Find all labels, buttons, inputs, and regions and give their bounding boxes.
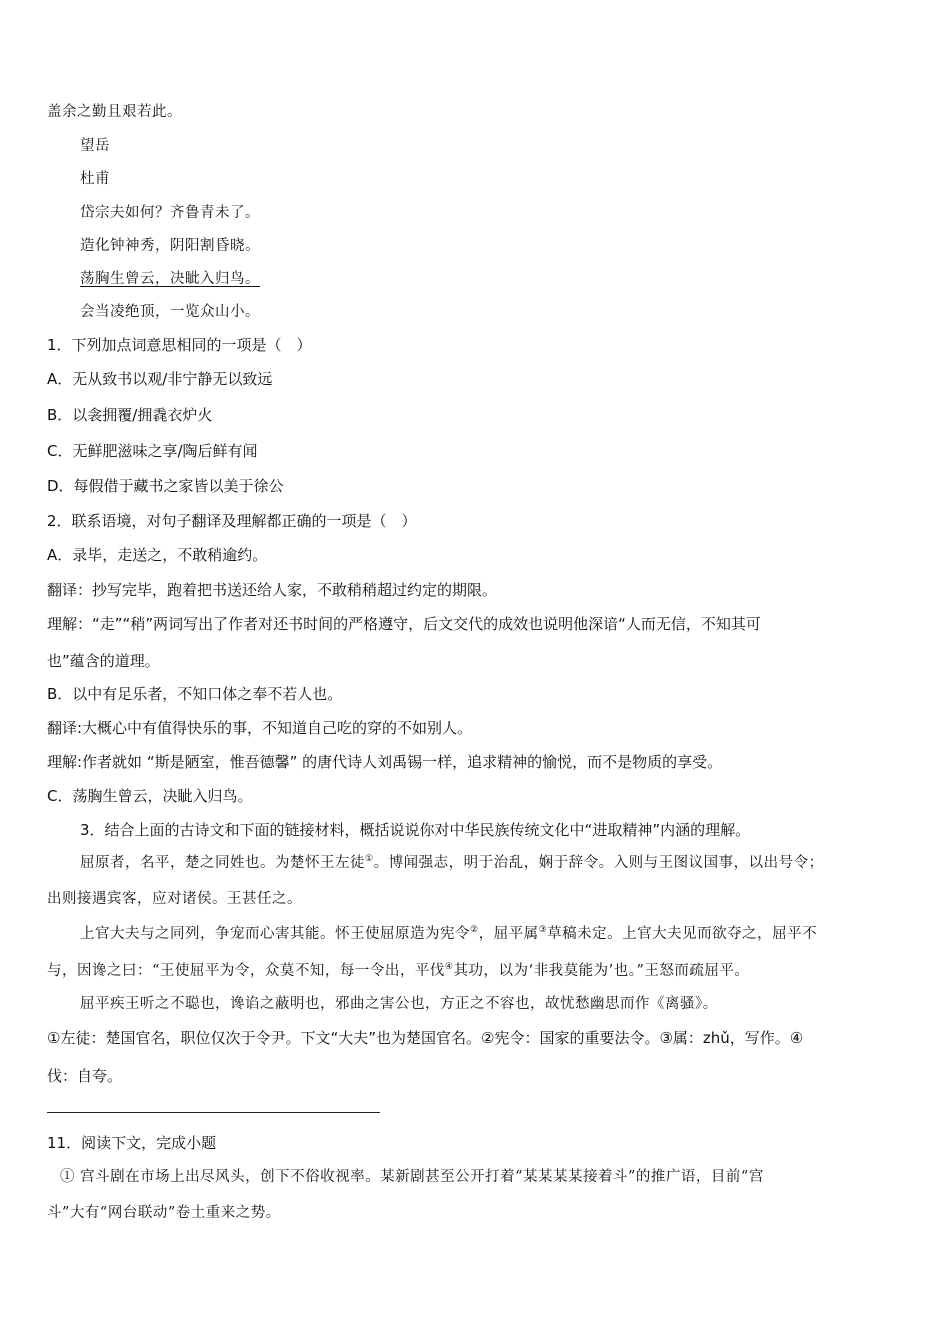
- poem-title: 望岳: [80, 138, 110, 154]
- question-11-stem: 11．阅读下文，完成小题: [47, 1134, 217, 1152]
- section-divider: [47, 1112, 380, 1113]
- question-2-a-understanding: 理解：“走”“稍”两词写出了作者对还书时间的严格遵守，后文交代的成效也说明他深谙“人而无信，不知其可: [47, 615, 761, 633]
- footnote-marker: ②: [470, 925, 479, 935]
- question-11-paragraph-cont: 斗”大有“网台联动”卷土重来之势。: [47, 1205, 281, 1221]
- question-1-option-c: C．无鲜肥滋味之享/陶后鲜有闻: [47, 442, 258, 460]
- footnotes: ①左徒：楚国官名，职位仅次于令尹。下文“大夫”也为楚国官名。②宪令：国家的重要法令。③属：zhǔ，写作。④: [47, 1029, 804, 1047]
- footnotes-cont: 伐：自夸。: [47, 1067, 123, 1085]
- question-2-b-understanding: 理解:作者就如 “斯是陋室，惟吾德馨” 的唐代诗人刘禹锡一样，追求精神的愉悦，而不是物质的享受。: [47, 753, 723, 771]
- question-2-a-translation: 翻译：抄写完毕，跑着把书送还给人家，不敢稍稍超过约定的期限。: [47, 581, 498, 599]
- question-2-option-a: A．录毕，走送之，不敢稍逾约。: [47, 546, 268, 564]
- material-paragraph-2: 上官大夫与之同列，争宠而心害其能。怀王使屈原造为宪令②，屈平属③草稿未定。上官大夫见而欲夺之，屈平不: [80, 925, 818, 942]
- question-11-paragraph: ① 宫斗剧在市场上出尽风头，创下不俗收视率。某新剧甚至公开打着“某某某某接着斗”的推广语，目前“宫: [60, 1169, 764, 1185]
- footnote-marker: ③: [538, 925, 548, 935]
- question-2-option-c: C．荡胸生曾云，决眦入归鸟。: [47, 787, 253, 805]
- question-1-option-a: A．无从致书以观/非宁静无以致远: [47, 370, 273, 388]
- material-paragraph-1-cont: 出则接遇宾客，应对诸侯。王甚任之。: [47, 891, 302, 907]
- passage-tail: 盖余之勤且艰若此。: [47, 104, 182, 120]
- footnote-marker: ④: [444, 962, 454, 972]
- material-paragraph-1: 屈原者，名平，楚之同姓也。为楚怀王左徒①。博闻强志，明于治乱，娴于辞令。入则与王图议国事，以出号令；: [80, 854, 824, 871]
- question-1-option-d: D．每假借于藏书之家皆以美于徐公: [47, 477, 284, 495]
- material-paragraph-2-cont: 与，因谗之曰：“王使屈平为令，众莫不知，每一令出，平伐④其功，以为‘非我莫能为’也。”王怒而疏屈平。: [47, 962, 750, 979]
- poem-line-underlined: 荡胸生曾云，决眦入归鸟。: [80, 271, 260, 287]
- poem-line: 造化钟神秀，阴阳割昏晓。: [80, 238, 260, 254]
- question-2-a-understanding-cont: 也”蕴含的道理。: [47, 652, 160, 670]
- question-3-stem: 3．结合上面的古诗文和下面的链接材料，概括说说你对中华民族传统文化中“进取精神”内涵的理解。: [80, 821, 751, 839]
- poem-line: 岱宗夫如何？齐鲁青未了。: [80, 205, 260, 221]
- material-paragraph-3: 屈平疾王听之不聪也，谗谄之蔽明也，邪曲之害公也，方正之不容也，故忧愁幽思而作《离骚》。: [80, 996, 718, 1012]
- question-2-stem: 2．联系语境，对句子翻译及理解都正确的一项是（ ）: [47, 512, 417, 530]
- footnote-marker: ①: [365, 854, 374, 864]
- poem-line: 会当凌绝顶，一览众山小。: [80, 304, 260, 320]
- question-1-stem: 1．下列加点词意思相同的一项是（ ）: [47, 336, 312, 354]
- poem-author: 杜甫: [80, 171, 110, 187]
- question-2-option-b: B．以中有足乐者，不知口体之奉不若人也。: [47, 685, 343, 703]
- question-2-b-translation: 翻译:大概心中有值得快乐的事，不知道自己吃的穿的不如别人。: [47, 719, 473, 737]
- question-1-option-b: B．以衾拥覆/拥毳衣炉火: [47, 406, 213, 424]
